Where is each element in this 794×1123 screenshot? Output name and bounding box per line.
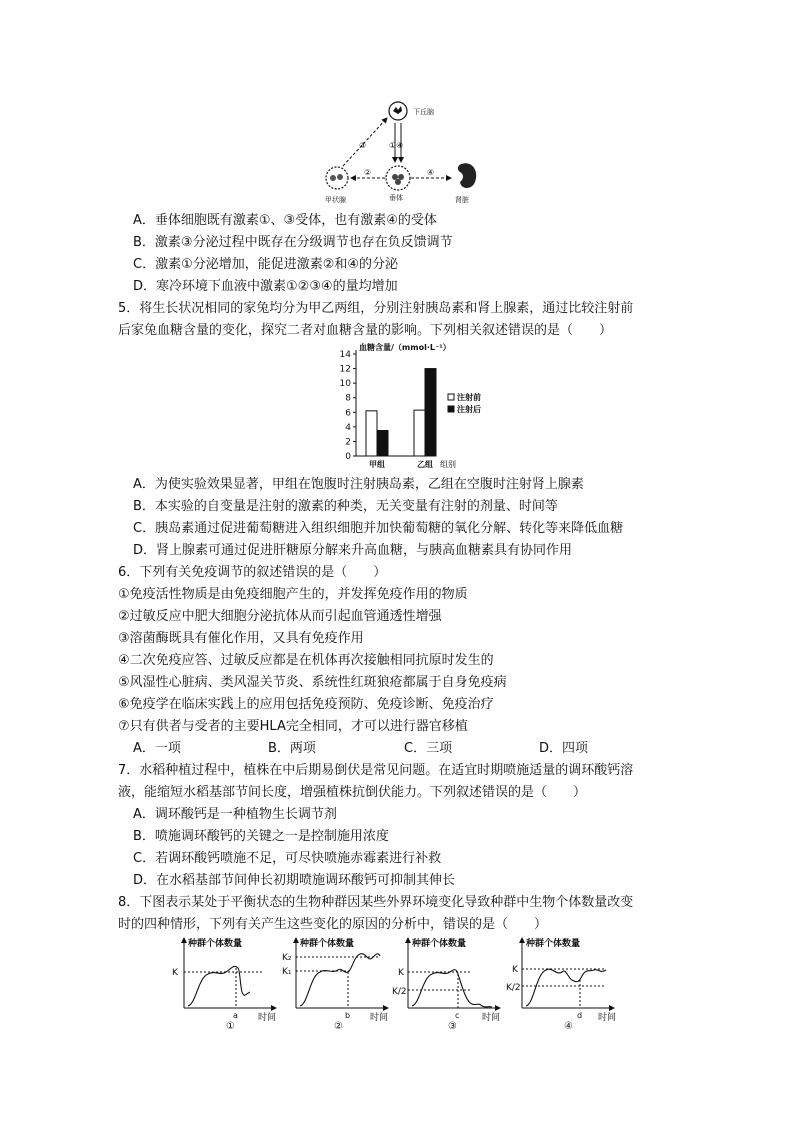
q6-option-a: A．一项 [133,741,181,756]
q4-option-d: D．寒冷环境下血液中激素①②③④的量均增加 [133,279,398,294]
q7-stem-line2: 液，能缩短水稻基部节间长度，增强植株抗倒伏能力。下列叙述错误的是（ ） [118,785,587,800]
q7-stem-line1: 7．水稻种植过程中，植株在中后期易倒伏是常见问题。在适宜时期喷施适量的调环酸钙溶 [118,763,634,778]
arrow-label-3: ③ [359,141,367,150]
bar-甲组-注射前 [366,411,377,456]
graph3-khalf-label: K/2 [392,987,407,997]
population-graph-4 [506,934,618,1030]
q7-option-a: A．调环酸钙是一种植物生长调节剂 [133,807,337,822]
arrow-label-4: ④ [427,168,435,177]
bar-乙组-注射前 [414,410,425,456]
graph3-number: ③ [448,1021,457,1032]
y-axis-title: 血糖含量/（mmol·L⁻¹） [359,343,451,352]
q7-option-b: B．喷施调环酸钙的关键之一是控制施用浓度 [133,829,389,844]
kidney-node [458,163,476,188]
q4-option-b: B．激素③分泌过程中既存在分级调节也存在负反馈调节 [133,235,453,250]
q4-option-a: A．垂体细胞既有激素①、③受体，也有激素④的受体 [133,213,437,228]
bar-甲组-注射后 [377,431,388,457]
population-graph-2 [280,934,392,1030]
x-axis-title: 组别 [440,460,456,469]
population-graph-3 [392,934,504,1030]
blood-glucose-bar-chart [336,342,481,472]
hypothalamus-node [389,102,407,120]
q6-item-3: ③溶菌酶既具有催化作用，又具有免疫作用 [118,631,364,646]
q6-stem: 6．下列有关免疫调节的叙述错误的是（ ） [118,565,387,580]
graph3-ylabel: 种群个体数量 [412,939,467,949]
legend-label: 注射前 [457,393,481,402]
category-label: 乙组 [417,460,433,469]
category-label: 甲组 [369,460,385,469]
q6-option-c: C．三项 [404,741,453,756]
legend-label: 注射后 [457,405,481,414]
hormone-regulation-diagram [315,98,490,210]
q8-stem-line1: 8．下图表示某处于平衡状态的生物种群因某些外界环境变化导致种群中生物个体数量改变 [118,895,634,910]
y-tick-label: 0 [345,452,351,462]
y-tick-label: 2 [345,437,351,448]
q6-option-b: B．两项 [268,741,316,756]
q6-item-2: ②过敏反应中肥大细胞分泌抗体从而引起血管通透性增强 [118,609,442,624]
q5-option-c: C．胰岛素通过促进葡萄糖进入组织细胞并加快葡萄糖的氧化分解、转化等来降低血糖 [133,521,624,536]
graph4-number: ④ [564,1021,573,1032]
q7-option-d: D．在水稻基部节间伸长初期喷施调环酸钙可抑制其伸长 [133,873,456,888]
graph4-mark: d [577,1011,583,1020]
thyroid-label: 甲状腺 [325,196,346,204]
q6-option-d: D．四项 [539,741,589,756]
pituitary-node [386,166,410,190]
graph1-xlabel: 时间 [258,1013,277,1023]
graph3-k-label: K [398,968,404,978]
arrow-label-2: ② [364,168,372,177]
graph2-mark: b [345,1011,351,1020]
q5-option-b: B．本实验的自变量是注射的激素的种类，无关变量有注射的剂量、时间等 [133,499,558,514]
y-tick-label: 14 [339,350,351,360]
q5-option-a: A．为使实验效果显著，甲组在饱腹时注射胰岛素，乙组在空腹时注射肾上腺素 [133,477,584,492]
q5-stem-line2: 后家兔血糖含量的变化，探究二者对血糖含量的影响。下列相关叙述错误的是（ ） [118,323,613,338]
q6-item-4: ④二次免疫应答、过敏反应都是在机体再次接触相同抗原时发生的 [118,653,494,668]
population-graph-1 [168,934,280,1030]
q6-item-6: ⑥免疫学在临床实践上的应用包括免疫预防、免疫诊断、免疫治疗 [118,697,494,712]
q6-item-7: ⑦只有供者与受者的主要HLA完全相同，才可以进行器官移植 [118,719,468,734]
graph3-xlabel: 时间 [482,1013,501,1023]
q7-option-c: C．若调环酸钙喷施不足，可尽快喷施赤霉素进行补救 [133,851,442,866]
graph1-mark: a [233,1011,238,1020]
q5-stem-line1: 5．将生长状况相同的家兔均分为甲乙两组，分别注射胰岛素和肾上腺素，通过比较注射前 [118,301,634,316]
bar-乙组-注射后 [425,369,436,456]
graph1-ylabel: 种群个体数量 [188,939,243,949]
y-tick-label: 12 [339,364,351,375]
q6-item-1: ①免疫活性物质是由免疫细胞产生的，并发挥免疫作用的物质 [118,587,468,602]
graph1-k-label: K [172,968,178,978]
y-tick-label: 6 [345,408,351,419]
graph4-ylabel: 种群个体数量 [526,939,581,949]
graph4-khalf-label: K/2 [506,983,521,993]
q6-item-5: ⑤风湿性心脏病、类风湿关节炎、系统性红斑狼疮都属于自身免疫病 [118,675,507,690]
kidney-label: 肾脏 [455,196,469,204]
y-tick-label: 4 [345,422,351,433]
pituitary-label: 垂体 [389,194,403,202]
q5-option-d: D．肾上腺素可通过促进肝糖原分解来升高血糖，与胰高血糖素具有协同作用 [133,543,573,558]
q4-option-c: C．激素①分泌增加，能促进激素②和④的分泌 [133,257,399,272]
arrow-label-1-4: ①④ [389,141,404,150]
graph1-number: ① [226,1021,235,1032]
graph2-xlabel: 时间 [370,1013,389,1023]
thyroid-node [326,167,348,189]
legend-swatch-注射后 [448,406,454,412]
graph3-mark: c [455,1011,460,1020]
graph2-k2-label: K₂ [282,953,292,963]
graph2-k1-label: K₁ [282,967,292,977]
graph2-ylabel: 种群个体数量 [300,939,355,949]
graph2-number: ② [334,1021,343,1032]
graph4-xlabel: 时间 [598,1013,617,1023]
y-tick-label: 8 [345,393,351,404]
hypothalamus-label: 下丘脑 [413,108,434,116]
graph4-k-label: K [512,965,518,975]
y-tick-label: 10 [339,379,351,390]
legend-swatch-注射前 [448,394,454,400]
q8-stem-line2: 时的四种情形，下列有关产生这些变化的原因的分析中，错误的是（ ） [118,917,548,932]
